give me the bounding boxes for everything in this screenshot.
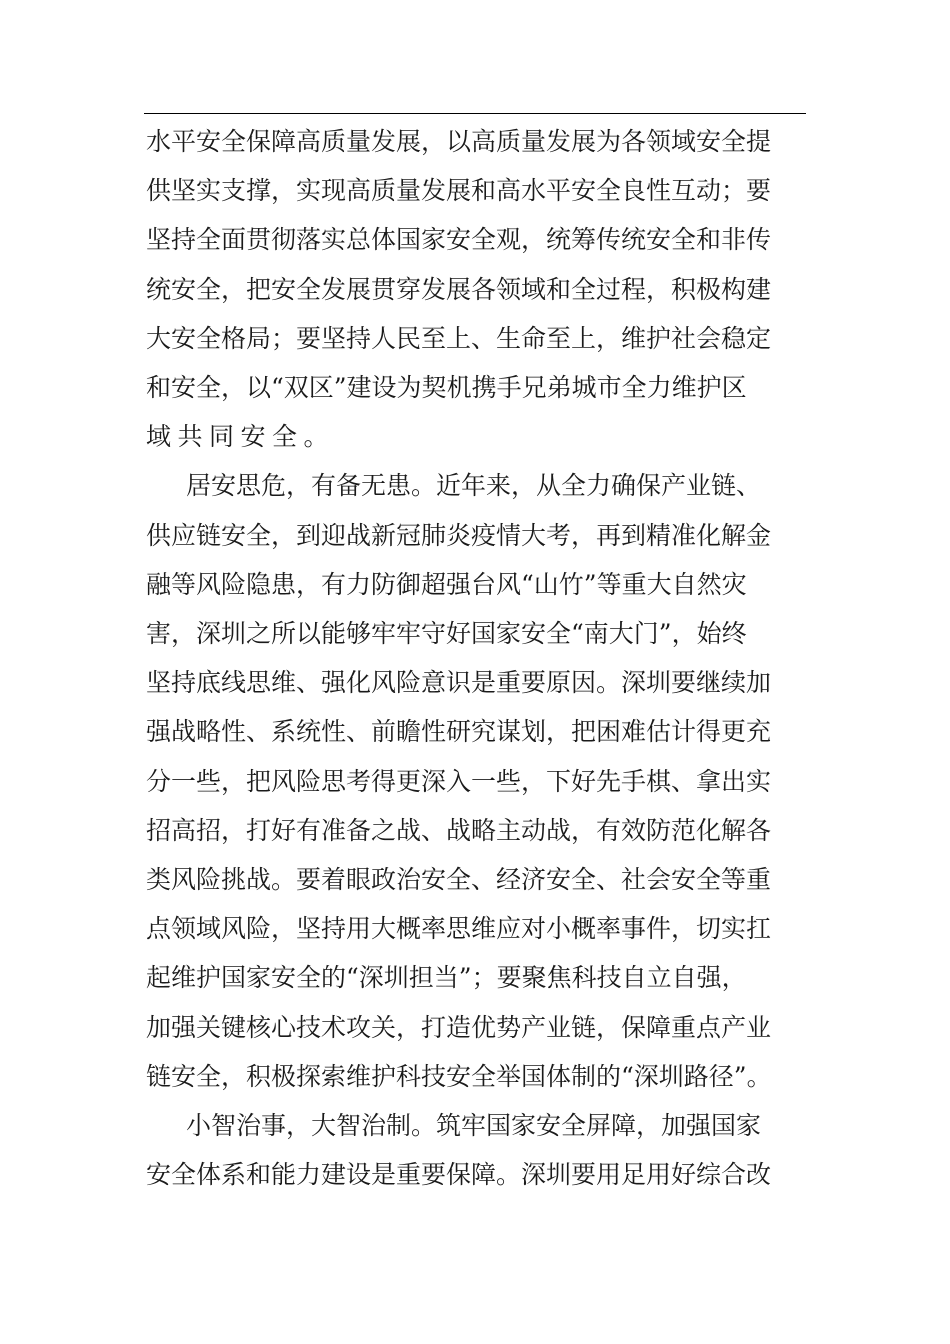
text-line: 招高招，打好有准备之战、战略主动战，有效防范化解各 [146,815,772,845]
text-line: 加强关键核心技术攻关，打造优势产业链，保障重点产业 [146,1012,772,1042]
text-line: 点领域风险，坚持用大概率思维应对小概率事件，切实扛 [146,914,772,944]
text-line: 害，深圳之所以能够牢牢守好国家安全“南大门”，始终 [146,619,747,649]
text-line: 类风险挑战。要着眼政治安全、经济安全、社会安全等重 [146,865,772,895]
paragraph-continuation [146,117,806,461]
text-line: 起维护国家安全的“深圳担当”；要聚焦科技自立自强， [146,963,747,993]
text-line: 坚持全面贯彻落实总体国家安全观，统筹传统安全和非传 [146,225,772,255]
text-line: 强战略性、系统性、前瞻性研究谋划，把困难估计得更充 [146,717,772,747]
paragraph-risk-prevention [146,461,806,1101]
text-line: 融等风险隐患，有力防御超强台风“山竹”等重大自然灾 [146,569,747,599]
text-line: 居安思危，有备无患。近年来，从全力确保产业链、 [186,471,762,501]
text-line: 统安全，把安全发展贯穿发展各领域和全过程，积极构建 [146,274,772,304]
text-line: 分一些，把风险思考得更深入一些，下好先手棋、拿出实 [146,766,772,796]
paragraph-governance [146,1101,806,1199]
text-line: 水平安全保障高质量发展，以高质量发展为各领域安全提 [146,127,772,156]
text-line: 坚持底线思维、强化风险意识是重要原因。深圳要继续加 [146,668,772,698]
text-line: 链安全，积极探索维护科技安全举国体制的“深圳路径”。 [146,1061,772,1091]
text-line: 和安全，以“双区”建设为契机携手兄弟城市全力维护区 [146,373,747,403]
text-line: 安全体系和能力建设是重要保障。深圳要用足用好综合改 [146,1160,772,1190]
header-rule [144,113,806,114]
text-line: 小智治事，大智治制。筑牢国家安全屏障，加强国家 [186,1111,762,1141]
text-line: 供坚实支撑，实现高质量发展和高水平安全良性互动；要 [146,176,772,206]
body-text [146,117,806,1199]
text-line: 大安全格局；要坚持人民至上、生命至上，维护社会稳定 [146,323,772,353]
text-line: 供应链安全，到迎战新冠肺炎疫情大考，再到精准化解金 [146,520,772,550]
text-line: 域共同安全。 [146,422,336,452]
